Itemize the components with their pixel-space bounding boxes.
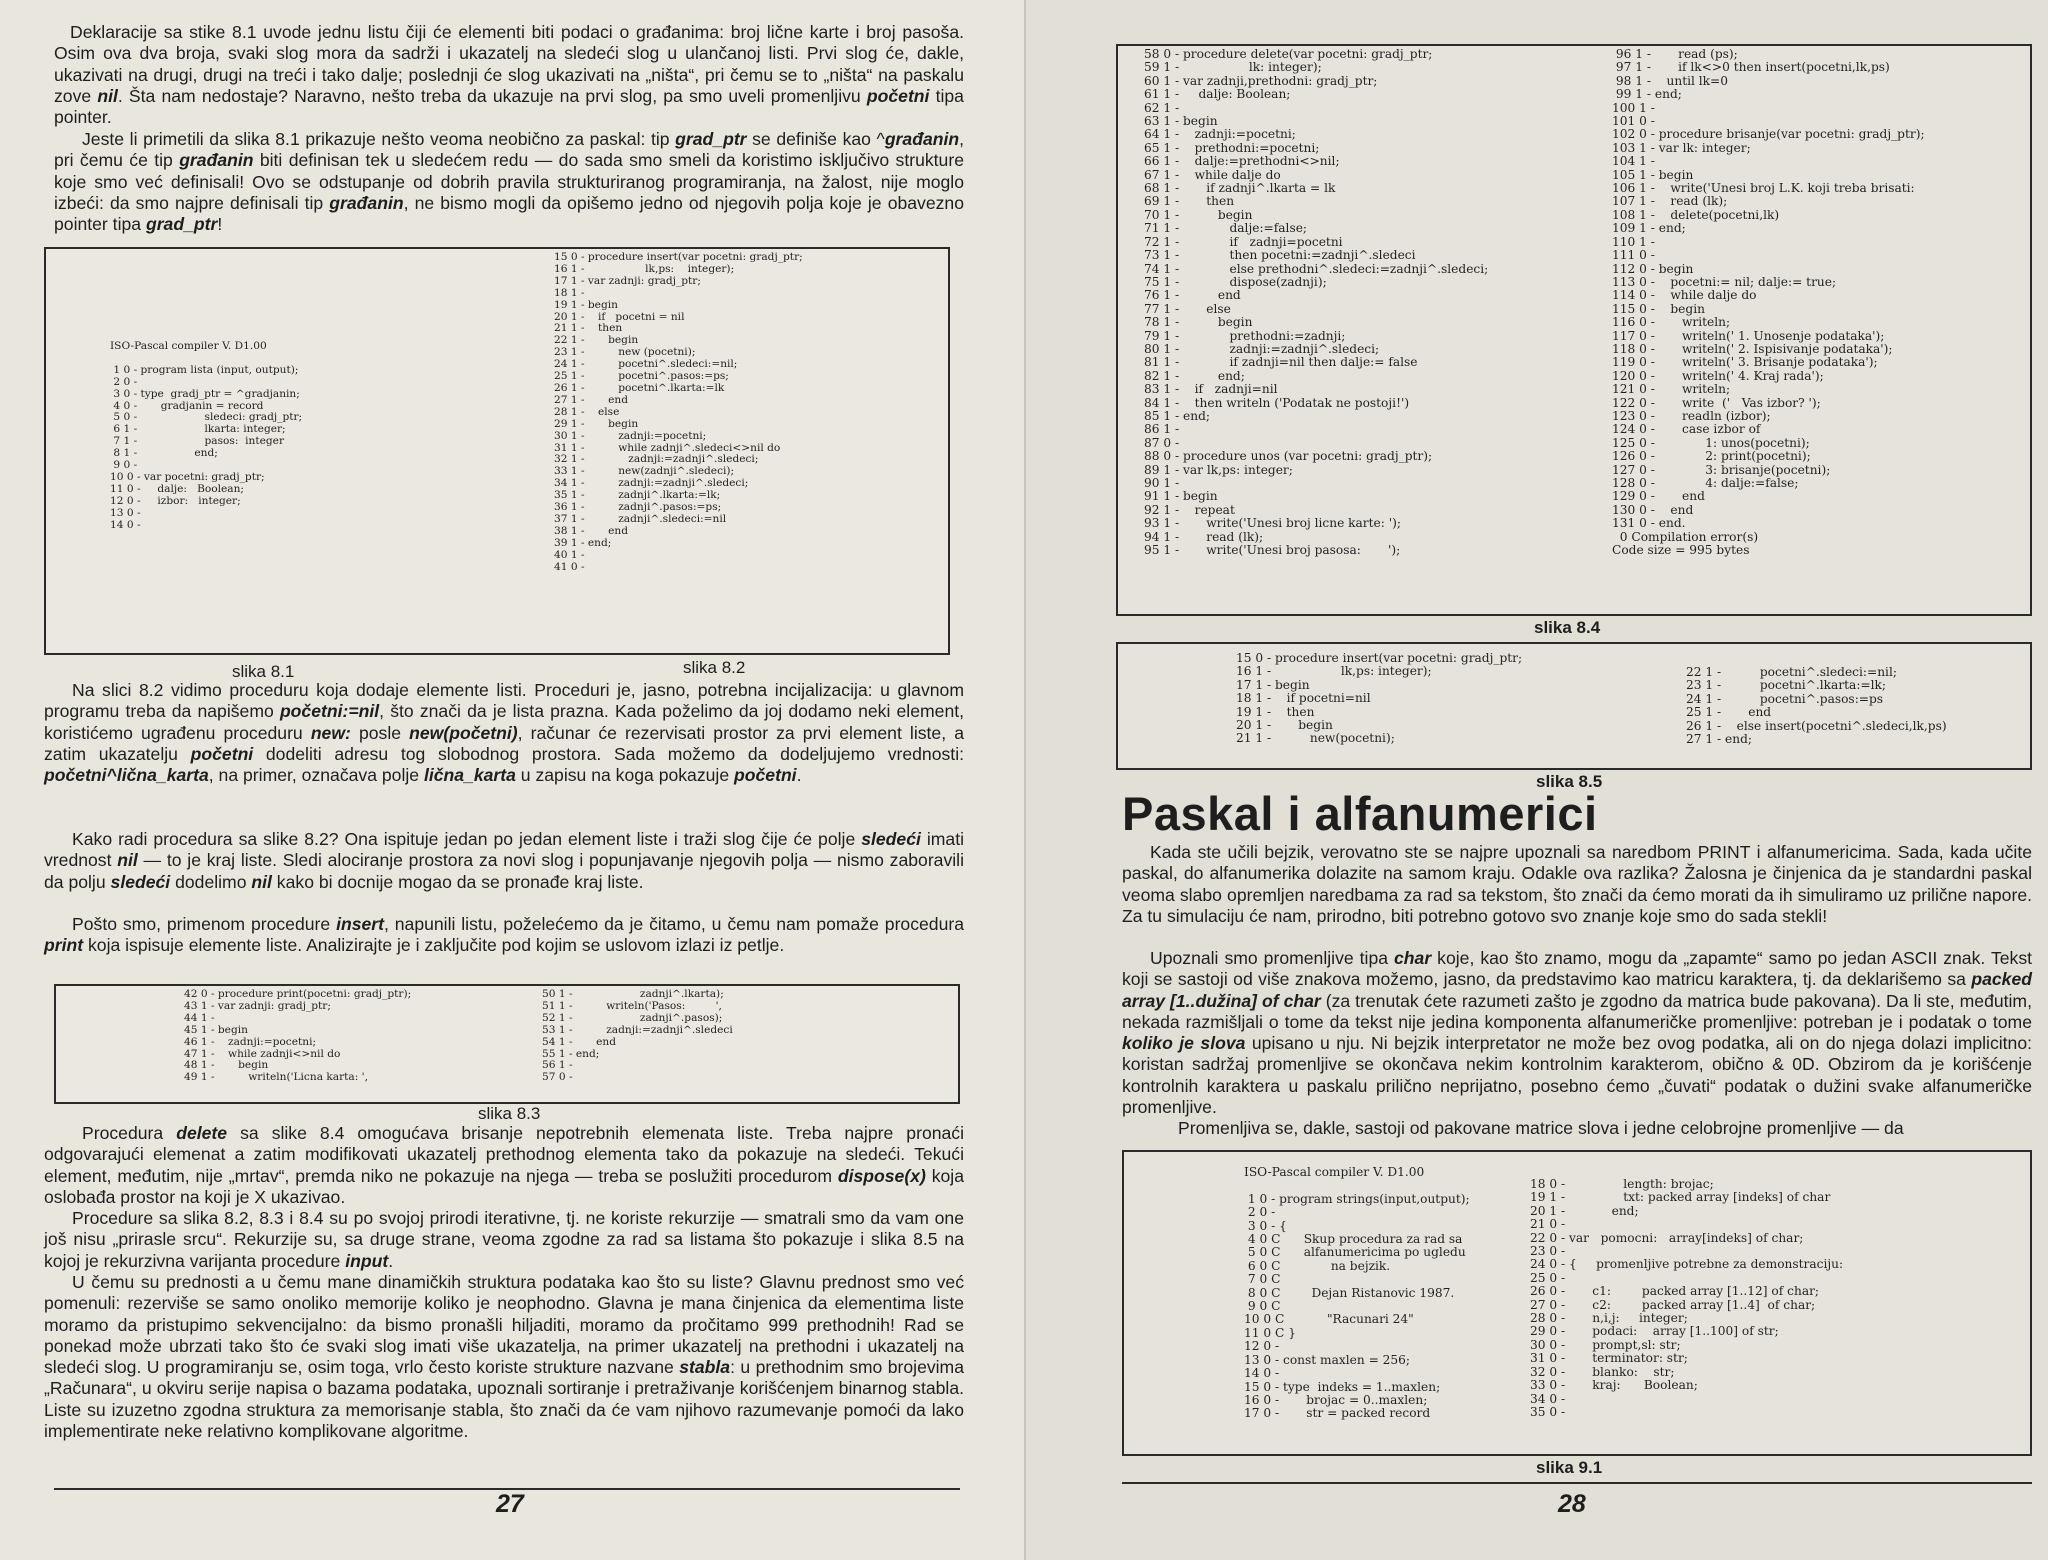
figure-9-1-box: [1122, 1150, 2032, 1456]
figure-8-1-8-2-box: [44, 247, 950, 655]
page-number-28: 28: [1558, 1490, 1586, 1518]
paragraph-3: Na slici 8.2 vidimo proceduru koja dodaje elemente listi. Proceduri je, jasno, potrebna incijalizacija: u glavnom programu treba da napišemo početni:=nil, što znači da je lista prazna. Kada poželimo da joj dodamo neki element, koristićemo ugrađenu proceduru new: posle new(početni), računar će rezervisati prostor za prvi element liste, a zatim ukazatelju početni dodeliti adresu tog slobodnog prostora. Sada možemo da dodeljujemo vrednosti: početni^lična_karta, na primer, označava polje lična_karta u zapisu na koga pokazuje početni.: [44, 680, 965, 786]
paragraph-7: Procedure sa slika 8.2, 8.3 i 8.4 su po svojoj prirodi iterativne, tj. ne koriste rekurzije — smatrali smo da vam one još nisu „prirasle srcu“. Rekurzije su, sa druge strane, veoma zgodne za rad sa listama što pokazuje i slika 8.5 na kojoj je rekurzivna varijanta procedure input.: [44, 1208, 964, 1271]
listing-8-5-left: 15 0 - procedure insert(var pocetni: gradj_ptr; 16 1 - lk,ps: integer); 17 1 - begin 18 1 - if pocetni=nil 19 1 - then 20 1 - begin 21 1 - new(pocetni);: [1236, 651, 1523, 746]
listing-8-4-left: 58 0 - procedure delete(var pocetni: gradj_ptr; 59 1 - lk: integer); 60 1 - var zadnji,prethodni: gradj_ptr; 61 1 - dalje: Boolean; 62 1 - 63 1 - begin 64 1 - zadnji:=pocetni; 65 1 - prethodni:=pocetni; 66 1 - dalje:=prethodni<>nil; 67 1 - while dalje do 68 1 - if zadnji^.lkarta = lk 69 1 - then 70 1 - begin 71 1 - dalje:=false; 72 1 - if zadnji=pocetni 73 1 - then pocetni:=zadnji^.sledeci 74 1 - else prethodni^.sledeci:=zadnji^.sledeci; 75 1 - dispose(zadnji); 76 1 - end 77 1 - else 78 1 - begin 79 1 - prethodni:=zadnji; 80 1 - zadnji:=zadnji^.sledeci; 81 1 - if zadnji=nil then dalje:= false 82 1 - end; 83 1 - if zadnji=nil 84 1 - then writeln ('Podatak ne postoji!') 85 1 - end; 86 1 - 87 0 - 88 0 - procedure unos (var pocetni: gradj_ptr); 89 1 - var lk,ps: integer; 90 1 - 91 1 - begin 92 1 - repeat 93 1 - write('Unesi broj licne karte: '); 94 1 - read (lk); 95 1 - write('Unesi broj pasosa: ');: [1144, 47, 1489, 558]
caption-8-3: slika 8.3: [478, 1104, 541, 1123]
page-number-27: 27: [496, 1490, 524, 1518]
listing-8-1: ISO-Pascal compiler V. D1.00 1 0 - program lista (input, output); 2 0 - 3 0 - type gradj_ptr = ^gradjanin; 4 0 - gradjanin = record 5 0 - sledeci: gradj_ptr; 6 1 - lkarta: integer; 7 1 - pasos: integer 8 1 - end; 9 0 - 10 0 - var pocetni: gradj_ptr; 11 0 - dalje: Boolean; 12 0 - izbor: integer; 13 0 - 14 0 -: [110, 340, 303, 531]
paragraph-8: U čemu su prednosti a u čemu mane dinamičkih struktura podataka kao što su liste? Glavnu prednost smo već pomenuli: rezerviše se samo onoliko memorije koliko je neophodno. Glavna je mana činjenica da elementima liste moramo da pristupimo sekvencijalno: da bismo pronašli hiljaditi, moramo da pročitamo 999 prethodnih! Rad se ponekad može ubrzati tako što će svaki slog imati više ukazatelja, na primer ukazatelj na prethodni i ukazatelj na sledeći slog. U programiranju se, osim toga, vrlo često koriste strukture nazvane stabla: u prethodnim smo brojevima „Računara“, u okviru serije napisa o bazama podataka, upoznali sortiranje i pretraživanje korišćenjem binarnog stabla. Liste su izuzetno zgodna struktura za memorisanje stabla, što znači da će vam njihovo razumevanje pomoći da lako implementirate neke relativno komplikovane algoritme.: [44, 1272, 964, 1442]
listing-8-5-right: 22 1 - pocetni^.sledeci:=nil; 23 1 - pocetni^.lkarta:=lk; 24 1 - pocetni^.pasos:=ps 25 1 - end 26 1 - else insert(pocetni^.sledeci,lk,ps) 27 1 - end;: [1686, 665, 1947, 747]
listing-9-1-right: 18 0 - length: brojac; 19 1 - txt: packed array [indeks] of char 20 1 - end; 21 0 - 22 0 - var pomocni: array[indeks] of char; 23 0 - 24 0 - { promenljive potrebne za demonstraciju: 25 0 - 26 0 - c1: packed array [1..12] of char; 27 0 - c2: packed array [1..4] of char; 28 0 - n,i,j: integer; 29 0 - podaci: array [1..100] of str; 30 0 - prompt,sl: str; 31 0 - terminator: str; 32 0 - blanko: str; 33 0 - kraj: Boolean; 34 0 - 35 0 -: [1530, 1177, 1844, 1419]
section-heading: Paskal i alfanumerici: [1122, 787, 1598, 840]
right-paragraph-2: Upoznali smo promenljive tipa char koje, kao što znamo, mogu da „zapamte“ samo po jedan ASCII znak. Tekst koji se sastoji od više znakova možemo, jasno, da predstavimo kao matricu karaktera, tj. da deklarišemo sa packed array [1..dužina] of char (za trenutak ćete razumeti zašto je zgodno da matrica bude pakovana). Da li ste, međutim, nekada razmišljali o tome da tekst nije jedina komponenta alfanumeričke promenljive: potreban je i podatak o tome koliko je slova upisano u nju. Ni bejzik interpretator ne može bez ovog podatka, ali on do njega dolazi implicitno: koristan sadržaj promenljive se okončava nekim kontrolnim karakterom, obično & 0D. Obzirom da je korišćenje kontrolnih karaktera u paskalu prilično neprijatno, posebno ćemo „čuvati“ podatak o dužini svake alfanumeričke promenljive.: [1122, 948, 2033, 1118]
caption-8-1: slika 8.1: [232, 662, 295, 681]
listing-8-3-right: 50 1 - zadnji^.lkarta); 51 1 - writeln('Pasos: ', 52 1 - zadnji^.pasos); 53 1 - zadnji:=zadnji^.sledeci 54 1 - end 55 1 - end; 56 1 - 57 0 -: [542, 988, 733, 1084]
listing-8-3-left: 42 0 - procedure print(pocetni: gradj_ptr); 43 1 - var zadnji: gradj_ptr; 44 1 - 45 1 - begin 46 1 - zadnji:=pocetni; 47 1 - while zadnji<>nil do 48 1 - begin 49 1 - writeln('Licna karta: ',: [184, 988, 412, 1084]
caption-8-2: slika 8.2: [683, 658, 746, 677]
caption-8-4: slika 8.4: [1534, 618, 1601, 637]
paragraph-2: Jeste li primetili da slika 8.1 prikazuje nešto veoma neobično za paskal: tip grad_ptr se definiše kao ^građanin, pri čemu će tip građanin biti definisan tek u sledećem redu — do sada smo smeli da koristimo isključivo strukture koje smo već definisali! Ovo se odstupanje od dobrih pravila strukturiranog programiranja, na žalost, nije moglo izbeći: da smo najpre definisali tip građanin, ne bismo mogli da opišemo jedno od njegovih polja koje je obavezno pointer tipa grad_ptr!: [54, 129, 964, 235]
right-paragraph-1: Kada ste učili bejzik, verovatno ste se najpre upoznali sa naredbom PRINT i alfanumericima. Sada, kada učite paskal, do alfanumerika dolazite na samom kraju. Odakle ova razlika? Žalosna je činjenica da je standardni paskal veoma slabo opremljen naredbama za rad sa tekstom, što znači da ćemo morati da ih simuliramo uz prilične napore. Za tu simulaciju će nam, prirodno, biti potrebno gotovo svo znanje koje smo do sada stekli!: [1122, 842, 2032, 926]
listing-8-2: 15 0 - procedure insert(var pocetni: gradj_ptr; 16 1 - lk,ps: integer); 17 1 - var zadnji: gradj_ptr; 18 1 - 19 1 - begin 20 1 - if pocetni = nil 21 1 - then 22 1 - begin 23 1 - new (pocetni); 24 1 - pocetni^.sledeci:=nil; 25 1 - pocetni^.pasos:=ps; 26 1 - pocetni^.lkarta:=lk 27 1 - end 28 1 - else 29 1 - begin 30 1 - zadnji:=pocetni; 31 1 - while zadnji^.sledeci<>nil do 32 1 - zadnji:=zadnji^.sledeci; 33 1 - new(zadnji^.sledeci); 34 1 - zadnji:=zadnji^.sledeci; 35 1 - zadnji^.lkarta:=lk; 36 1 - zadnji^.pasos:=ps; 37 1 - zadnji^.sledeci:=nil 38 1 - end 39 1 - end; 40 1 - 41 0 -: [554, 251, 803, 573]
listing-9-1-left: ISO-Pascal compiler V. D1.00 1 0 - program strings(input,output); 2 0 - 3 0 - { 4 0 C Skup procedura za rad sa 5 0 C alfanumericima po ugledu 6 0 C na bejzik. 7 0 C 8 0 C Dejan Ristanovic 1987. 9 0 C 10 0 C "Racunari 24" 11 0 C } 12 0 - 13 0 - const maxlen = 256; 14 0 - 15 0 - type indeks = 1..maxlen; 16 0 - brojac = 0..maxlen; 17 0 - str = packed record: [1244, 1165, 1470, 1421]
listing-8-4-right: 96 1 - read (ps); 97 1 - if lk<>0 then insert(pocetni,lk,ps) 98 1 - until lk=0 99 1 - end; 100 1 - 101 0 - 102 0 - procedure brisanje(var pocetni: gradj_ptr); 103 1 - var lk: integer; 104 1 - 105 1 - begin 106 1 - write('Unesi broj L.K. koji treba brisati: 107 1 - read (lk); 108 1 - delete(pocetni,lk) 109 1 - end; 110 1 - 111 0 - 112 0 - begin 113 0 - pocetni:= nil; dalje:= true; 114 0 - while dalje do 115 0 - begin 116 0 - writeln; 117 0 - writeln(' 1. Unosenje podataka'); 118 0 - writeln(' 2. Ispisivanje podataka'); 119 0 - writeln(' 3. Brisanje podataka'); 120 0 - writeln(' 4. Kraj rada'); 121 0 - writeln; 122 0 - write (' Vas izbor? '); 123 0 - readln (izbor); 124 0 - case izbor of 125 0 - 1: unos(pocetni); 126 0 - 2: print(pocetni); 127 0 - 3: brisanje(pocetni); 128 0 - 4: dalje:=false; 129 0 - end 130 0 - end 131 0 - end. 0 Compilation error(s) Code size = 995 bytes: [1612, 47, 1925, 558]
paragraph-6: Procedura delete sa slike 8.4 omogućava brisanje nepotrebnih elemenata liste. Treba najpre pronaći odgovarajući elemenat a zatim modifikovati ukazatelj prethodnog elementa tako da pokazuje na sledeći. Tekući element, međutim, nije „mrtav“, premda niko ne pokazuje na njega — treba se poslužiti procedurom dispose(x) koja oslobađa prostor na koji je X ukazivao.: [44, 1123, 964, 1207]
right-paragraph-3: Promenljiva se, dakle, sastoji od pakovane matrice slova i jedne celobrojne promenljive — da: [1178, 1118, 1904, 1138]
paragraph-4: Kako radi procedura sa slike 8.2? Ona ispituje jedan po jedan element liste i traži slog čije će polje sledeći imati vrednost nil — to je kraj liste. Sledi alociranje prostora za novi slog i popunjavanje njegovih polja — nismo zaboravili da polju sledeći dodelimo nil kako bi docnije mogao da se pronađe kraj liste.: [44, 829, 964, 892]
figure-8-3-box: [54, 984, 960, 1104]
paragraph-1: Deklaracije sa stike 8.1 uvode jednu listu čiji će elementi biti podaci o građanima: broj lične karte i broj pasoša. Osim ova dva broja, svaki slog mora da sadrži i ukazatelj na sledeći slog u ulančanoj listi. Prvi slog će, dakle, ukazivati na drugi, drugi na treći i tako dalje; poslednji će slog ukazivati na „ništa“, pri čemu se to „ništa“ na paskalu zove nil. Šta nam nedostaje? Naravno, nešto treba da ukazuje na prvi slog, pa smo uveli promenljivu početni tipa pointer.: [54, 22, 964, 128]
figure-8-4-box: [1116, 44, 2032, 616]
right-page: [1024, 0, 2048, 1560]
caption-9-1: slika 9.1: [1536, 1458, 1603, 1477]
figure-8-5-box: [1116, 642, 2032, 770]
bottom-rule-right: [1122, 1482, 2032, 1484]
paragraph-5: Pošto smo, primenom procedure insert, napunili listu, poželećemo da je čitamo, u čemu nam pomaže procedura print koja ispisuje elemente liste. Analizirajte je i zaključite pod kojim se uslovom izlazi iz petlje.: [44, 914, 965, 956]
caption-8-5: slika 8.5: [1536, 772, 1603, 791]
